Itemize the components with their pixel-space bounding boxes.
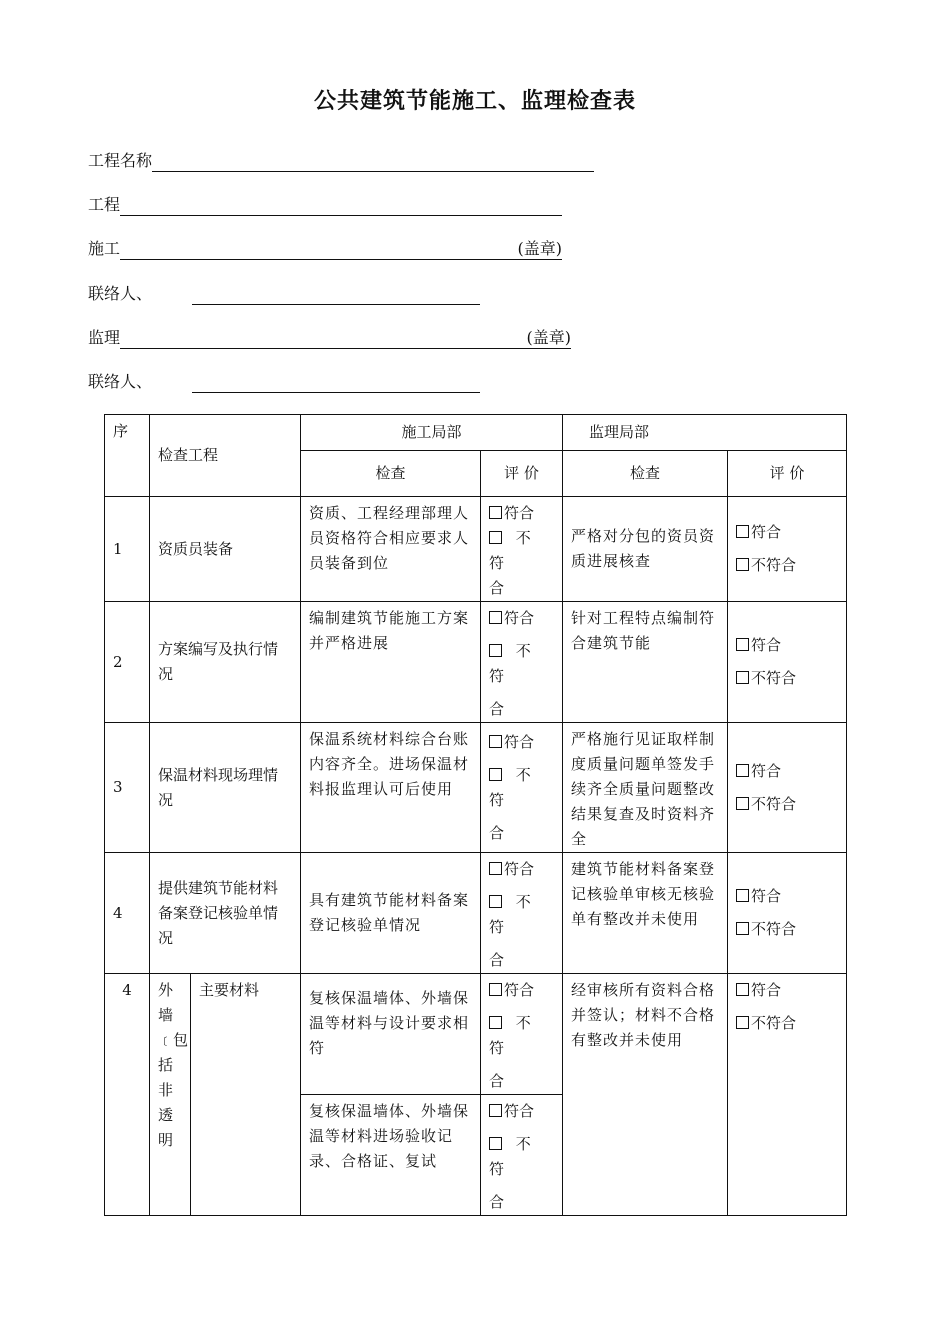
checkbox-icon (489, 768, 502, 781)
row-seq: 1 (105, 497, 150, 602)
inspection-table (104, 414, 847, 1216)
supervision-contact-label: 联络人、 (88, 372, 153, 391)
ok-checkbox[interactable] (489, 1099, 554, 1124)
table-row (105, 497, 847, 602)
supervision-check-cell: 针对工程特点编制符合建筑节能 (563, 602, 728, 723)
header-supervision-group: 监理局部 (563, 415, 847, 451)
checkbox-icon (489, 895, 502, 908)
row-category: 外墙﹝包括非透明 (150, 974, 191, 1216)
construction-evaluate-cell (481, 602, 563, 723)
supervision-contact-input[interactable] (192, 372, 480, 393)
supervision-evaluate-cell (728, 723, 847, 853)
checkbox-icon (489, 1016, 502, 1029)
project-name-input[interactable] (152, 151, 594, 172)
not-ok-label-a: 不 符 (489, 642, 538, 685)
checkbox-icon (489, 735, 502, 748)
not-ok-checkbox[interactable] (489, 639, 554, 689)
row-seq: 3 (105, 723, 150, 853)
supervision-check-cell: 严格施行见证取样制度质量问题单签发手续齐全质量问题整改结果复查及时资料齐全 (563, 723, 728, 853)
construction-check-cell: 具有建筑节能材料备案登记核验单情况 (301, 853, 481, 974)
checkbox-icon (489, 1137, 502, 1150)
not-ok-label-a: 不 符 (489, 765, 538, 809)
not-ok-checkbox[interactable] (736, 792, 838, 817)
construction-input[interactable] (120, 239, 562, 260)
construction-evaluate-cell (481, 497, 563, 602)
not-ok-checkbox[interactable] (489, 890, 554, 940)
supervision-check-cell: 建筑节能材料备案登记核验单审核无核验单有整改并未使用 (563, 853, 728, 974)
not-ok-label: 不符合 (751, 794, 797, 813)
ok-label: 符合 (504, 504, 535, 522)
ok-label: 符合 (751, 981, 782, 999)
not-ok-checkbox[interactable] (736, 553, 838, 578)
ok-checkbox[interactable] (736, 759, 838, 784)
not-ok-label: 不符合 (751, 1014, 797, 1032)
checkbox-icon (736, 764, 749, 777)
not-ok-checkbox[interactable] (489, 526, 554, 576)
not-ok-label-a: 不 符 (489, 529, 538, 572)
checkbox-icon (736, 797, 749, 810)
checkbox-icon (489, 1104, 502, 1117)
supervision-evaluate-cell (728, 602, 847, 723)
checkbox-icon (489, 983, 502, 996)
project-field (88, 194, 562, 218)
construction-evaluate-cell (481, 723, 563, 853)
checkbox-icon (736, 671, 749, 684)
supervision-evaluate-cell (728, 497, 847, 602)
row-seq: 4 (105, 853, 150, 974)
row-seq: 2 (105, 602, 150, 723)
construction-field (88, 238, 562, 262)
construction-check-cell: 编制建筑节能施工方案并严格进展 (301, 602, 481, 723)
header-seq: 序 (105, 415, 150, 497)
checkbox-icon (489, 644, 502, 657)
checkbox-icon (736, 983, 749, 996)
project-label: 工程 (88, 195, 121, 214)
supervision-evaluate-cell (728, 853, 847, 974)
construction-contact-label: 联络人、 (88, 284, 153, 303)
ok-checkbox[interactable] (736, 978, 838, 1003)
construction-seal: (盖章) (517, 239, 563, 258)
not-ok-label-b: 合 (489, 1193, 505, 1211)
not-ok-checkbox[interactable] (736, 917, 838, 942)
construction-check-cell: 保温系统材料综合台账内容齐全。进场保温材料报监理认可后使用 (301, 723, 481, 853)
not-ok-checkbox[interactable] (736, 1011, 838, 1036)
not-ok-label-b: 合 (489, 579, 505, 597)
construction-evaluate-cell (481, 1095, 563, 1216)
ok-label: 符合 (751, 523, 782, 541)
table-row (105, 723, 847, 853)
header-supervision-evaluate: 评 价 (728, 451, 847, 497)
header-construction-group: 施工局部 (301, 415, 563, 451)
row-item: 保温材料现场理情况 (150, 723, 301, 853)
not-ok-checkbox[interactable] (489, 1132, 554, 1182)
checkbox-icon (736, 922, 749, 935)
ok-label: 符合 (504, 981, 535, 999)
construction-contact-input[interactable] (192, 284, 480, 305)
table-row (105, 602, 847, 723)
row-item: 资质员装备 (150, 497, 301, 602)
not-ok-checkbox[interactable] (489, 1011, 554, 1061)
table-row (105, 974, 847, 1095)
project-name-label: 工程名称 (88, 151, 153, 170)
header-supervision-check: 检查 (563, 451, 728, 497)
not-ok-label-a: 不 符 (489, 1014, 538, 1057)
not-ok-checkbox[interactable] (489, 763, 554, 813)
header-row-1 (105, 415, 847, 451)
project-name-field (88, 150, 594, 174)
supervision-field (88, 327, 571, 351)
ok-checkbox[interactable] (736, 633, 838, 658)
project-input[interactable] (120, 195, 562, 216)
construction-evaluate-cell (481, 853, 563, 974)
ok-checkbox[interactable] (489, 501, 554, 526)
ok-label: 符合 (504, 860, 535, 878)
ok-checkbox[interactable] (736, 520, 838, 545)
supervision-label: 监理 (88, 328, 121, 347)
ok-label: 符合 (504, 1102, 535, 1120)
not-ok-label-b: 合 (489, 700, 505, 718)
supervision-check-cell: 经审核所有资料合格并签认；材料不合格有整改并未使用 (563, 974, 728, 1216)
checkbox-icon (736, 558, 749, 571)
construction-check-cell: 资质、工程经理部理人员资格符合相应要求人员装备到位 (301, 497, 481, 602)
ok-label: 符合 (504, 609, 535, 627)
not-ok-label: 不符合 (751, 920, 797, 938)
ok-checkbox[interactable] (489, 857, 554, 882)
construction-contact-field (88, 283, 480, 307)
checkbox-icon (489, 531, 502, 544)
not-ok-label-b: 合 (489, 823, 505, 842)
not-ok-label: 不符合 (751, 669, 797, 687)
ok-label: 符合 (751, 887, 782, 905)
row-item: 提供建筑节能材料备案登记核验单情况 (150, 853, 301, 974)
construction-label: 施工 (88, 239, 121, 258)
ok-label: 符合 (751, 636, 782, 654)
supervision-seal: (盖章) (526, 328, 572, 347)
supervision-input[interactable] (120, 328, 571, 349)
checkbox-icon (736, 889, 749, 902)
supervision-contact-field (88, 371, 480, 395)
checkbox-icon (736, 525, 749, 538)
row-seq: 4 (105, 974, 150, 1216)
not-ok-checkbox[interactable] (736, 666, 838, 691)
checkbox-icon (489, 611, 502, 624)
construction-evaluate-cell (481, 974, 563, 1095)
not-ok-label-b: 合 (489, 1072, 505, 1090)
table-row (105, 853, 847, 974)
ok-checkbox[interactable] (736, 884, 838, 909)
not-ok-label-a: 不 符 (489, 893, 538, 936)
not-ok-label-a: 不 符 (489, 1135, 538, 1178)
ok-label: 符合 (751, 761, 782, 780)
header-construction-check: 检查 (301, 451, 481, 497)
checkbox-icon (489, 862, 502, 875)
ok-checkbox[interactable] (489, 978, 554, 1003)
ok-label: 符合 (504, 732, 535, 751)
page-title: 公共建筑节能施工、监理检查表 (313, 89, 636, 114)
header-construction-evaluate: 评 价 (481, 451, 563, 497)
checkbox-icon (489, 506, 502, 519)
construction-check-cell: 复核保温墙体、外墙保温等材料进场验收记录、合格证、复试 (301, 1095, 481, 1216)
ok-checkbox[interactable] (489, 730, 554, 755)
ok-checkbox[interactable] (489, 606, 554, 631)
header-item: 检查工程 (150, 415, 301, 497)
row-item: 方案编写及执行情况 (150, 602, 301, 723)
row-subitem: 主要材料 (191, 974, 301, 1216)
construction-check-cell: 复核保温墙体、外墙保温等材料与设计要求相符 (301, 974, 481, 1095)
not-ok-label: 不符合 (751, 556, 797, 574)
not-ok-label-b: 合 (489, 951, 505, 969)
supervision-evaluate-cell (728, 974, 847, 1216)
checkbox-icon (736, 1016, 749, 1029)
supervision-check-cell: 严格对分包的资员资质进展核查 (563, 497, 728, 602)
checkbox-icon (736, 638, 749, 651)
